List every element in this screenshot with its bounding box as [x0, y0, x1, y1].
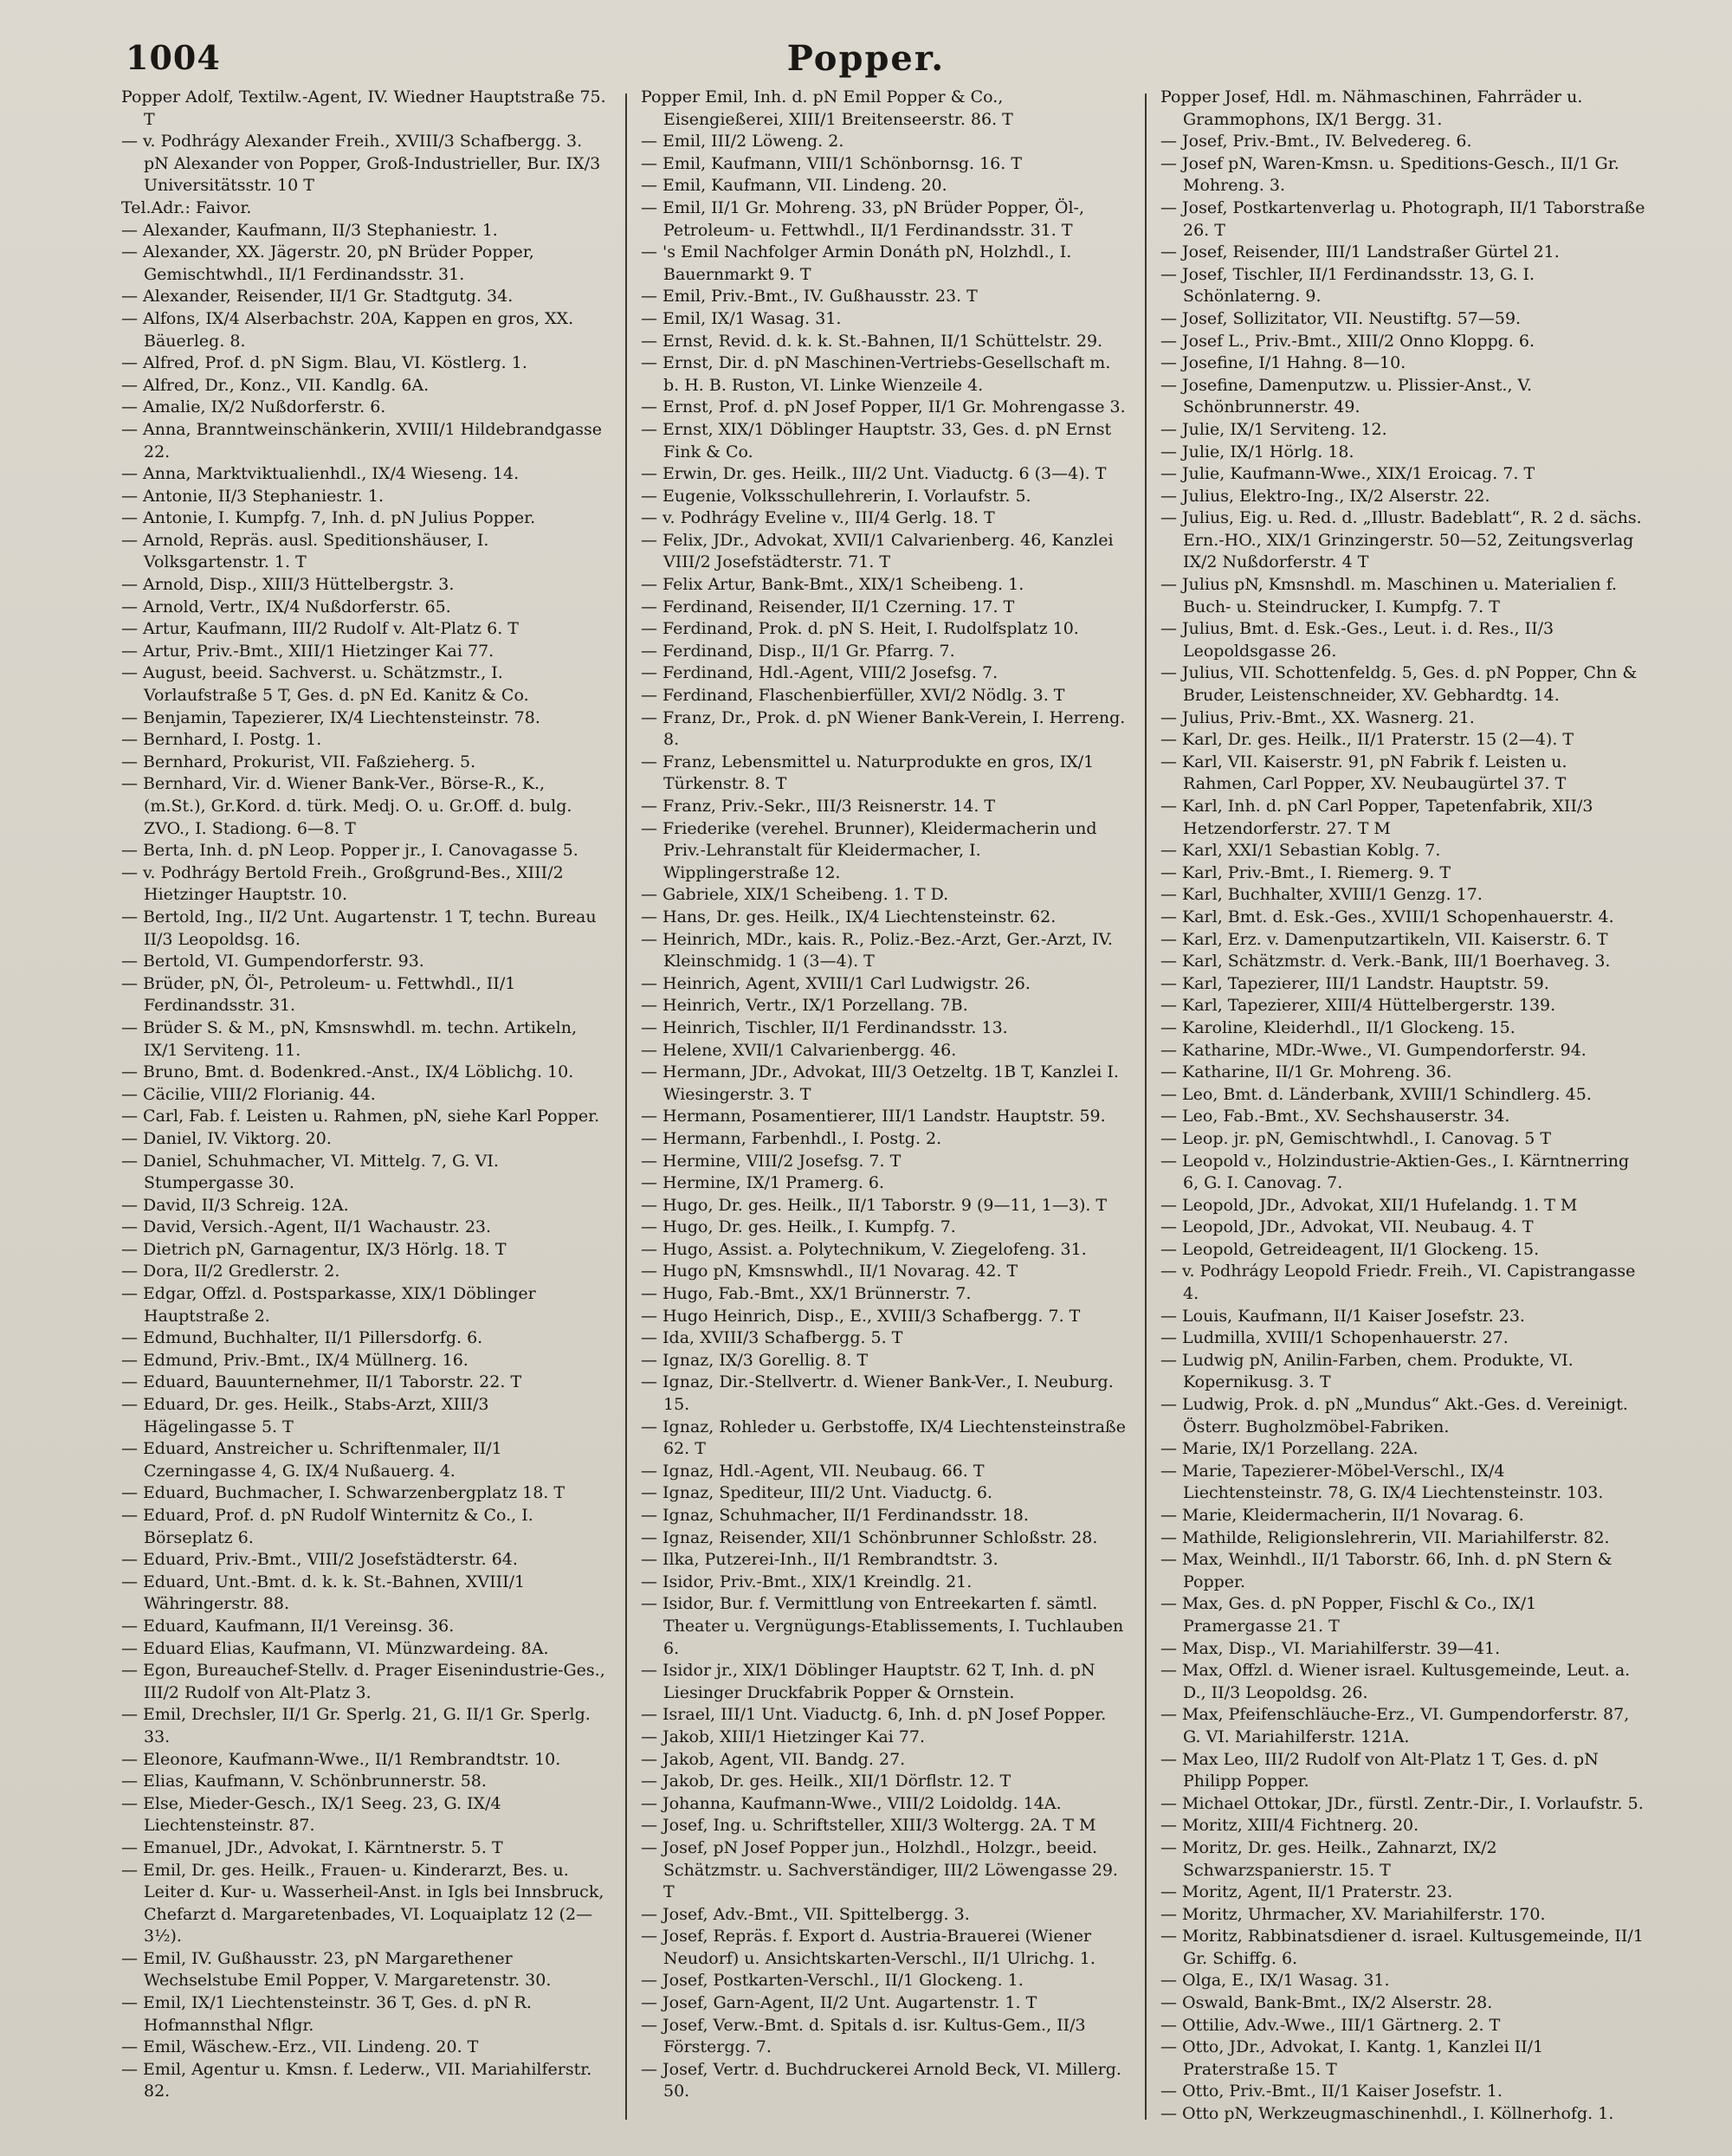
directory-entry: — Moritz, Dr. ges. Heilk., Zahnarzt, IX/2 Schwarzspanierstr. 15. T	[1160, 1837, 1497, 1880]
directory-entry: — Emil, Dr. ges. Heilk., Frauen- u. Kinderarzt, Bes. u. Leiter d. Kur- u. Wasserheil-Anst. in Igls bei Innsbruck, Chefarzt d. Margaretenbades, VI. Loquaiplatz 12 (2—3½).	[121, 1860, 604, 1946]
directory-entry: — Michael Ottokar, JDr., fürstl. Zentr.-Dir., I. Vorlaufstr. 5.	[1160, 1793, 1644, 1813]
directory-entry: — Brüder, pN, Öl-, Petroleum- u. Fettwhdl., II/1 Ferdinandsstr. 31.	[121, 973, 516, 1016]
directory-entry: — Franz, Lebensmittel u. Naturprodukte en gros, IX/1 Türkenstr. 8. T	[641, 752, 1095, 794]
directory-entry: — Ferdinand, Flaschenbierfüller, XVI/2 Nödlg. 3. T	[641, 686, 1065, 706]
directory-entry: — Antonie, II/3 Stephaniestr. 1.	[121, 486, 385, 506]
directory-entry: — Eduard, Buchmacher, I. Schwarzenbergplatz 18. T	[121, 1483, 565, 1503]
directory-entry: — Josef, Priv.-Bmt., IV. Belvedereg. 6.	[1160, 132, 1472, 152]
directory-entry: — Arnold, Disp., XIII/3 Hüttelbergstr. 3.	[121, 575, 455, 595]
directory-entry: — Hugo, Dr. ges. Heilk., I. Kumpfg. 7.	[641, 1217, 956, 1237]
directory-entry: — Karl, Bmt. d. Esk.-Ges., XVIII/1 Schopenhauerstr. 4.	[1160, 907, 1614, 926]
directory-entry: — Hugo, Assist. a. Polytechnikum, V. Ziegelofeng. 31.	[641, 1239, 1087, 1259]
directory-entry: — Edmund, Buchhalter, II/1 Pillersdorfg. 6.	[121, 1328, 483, 1348]
directory-entry: — Julius, Eig. u. Red. d. „Illustr. Badeblatt“, R. 2 d. sächs. Ern.-HO., XIX/1 Grinzingerstr. 50—52, Zeitungsverlag IX/2 Nußdorferstr. 4 T	[1160, 508, 1642, 572]
directory-entry: — Edgar, Offzl. d. Postsparkasse, XIX/1 Döblinger Hauptstraße 2.	[121, 1284, 536, 1326]
directory-entry: — Josef, Sollizitator, VII. Neustiftg. 57—59.	[1160, 308, 1522, 328]
directory-entry: — Josef, Tischler, II/1 Ferdinandsstr. 13, G. I. Schönlaterng. 9.	[1160, 264, 1535, 307]
directory-entry: — Hermine, VIII/2 Josefsg. 7. T	[641, 1151, 902, 1171]
directory-entry: — Hermine, IX/1 Pramerg. 6.	[641, 1173, 885, 1193]
directory-entry: — Eduard, Unt.-Bmt. d. k. k. St.-Bahnen, XVIII/1 Währingerstr. 88.	[121, 1572, 526, 1614]
directory-entry: — Josef, Vertr. d. Buchdruckerei Arnold Beck, VI. Millerg. 50.	[641, 2059, 1121, 2101]
directory-entry: — Karl, Tapezierer, XIII/4 Hüttelbergerstr. 139.	[1160, 996, 1556, 1016]
directory-entry: Popper Emil, Inh. d. pN Emil Popper & Co., Eisengießerei, XIII/1 Breitenseerstr. 86. T	[641, 87, 1013, 129]
directory-entry: — Hermann, Farbenhdl., I. Postg. 2.	[641, 1128, 942, 1148]
directory-entry: — Josef, Repräs. f. Export d. Austria-Brauerei (Wiener Neudorf) u. Ansichtskarten-Verschl., II/1 Ulrichg. 1.	[641, 1927, 1095, 1968]
directory-entry: — Berta, Inh. d. pN Leop. Popper jr., I. Canovagasse 5.	[121, 841, 578, 861]
directory-entry: — August, beeid. Sachverst. u. Schätzmstr., I. Vorlaufstraße 5 T, Ges. d. pN Ed. Kanitz & Co.	[121, 663, 529, 706]
directory-entry: — Ferdinand, Reisender, II/1 Czerning. 17. T	[641, 597, 1015, 616]
directory-entry: — Ernst, Prof. d. pN Josef Popper, II/1 Gr. Mohrengasse 3.	[641, 397, 1126, 417]
directory-entry: — Hugo, Dr. ges. Heilk., II/1 Taborstr. 9 (9—11, 1—3). T	[641, 1195, 1108, 1215]
directory-entry: — Jakob, XIII/1 Hietzinger Kai 77.	[641, 1727, 925, 1746]
directory-entry: — 's Emil Nachfolger Armin Donáth pN, Holzhdl., I. Bauernmarkt 9. T	[641, 242, 1072, 284]
directory-entry: — Artur, Priv.-Bmt., XIII/1 Hietzinger Kai 77.	[121, 641, 494, 661]
directory-entry: — Katharine, II/1 Gr. Mohreng. 36.	[1160, 1062, 1452, 1082]
directory-entry: — Heinrich, Agent, XVIII/1 Carl Ludwigstr. 26.	[641, 973, 1031, 993]
directory-entry: — Bertold, Ing., II/2 Unt. Augartenstr. 1 T, techn. Bureau II/3 Leopoldsg. 16.	[121, 907, 597, 949]
directory-entry: — Ferdinand, Prok. d. pN S. Heit, I. Rudolfsplatz 10.	[641, 619, 1079, 639]
directory-entry: — Heinrich, MDr., kais. R., Poliz.-Bez.-Arzt, Ger.-Arzt, IV. Kleinschmidg. 1 (3—4). T	[641, 929, 1113, 971]
directory-entry: — Josef, Postkartenverlag u. Photograph, II/1 Taborstraße 26. T	[1160, 197, 1645, 240]
directory-entry: — Ignaz, Reisender, XII/1 Schönbrunner Schloßstr. 28.	[641, 1527, 1098, 1547]
directory-entry: — Amalie, IX/2 Nußdorferstr. 6.	[121, 397, 386, 417]
directory-entry: — Eduard, Priv.-Bmt., VIII/2 Josefstädterstr. 64.	[121, 1550, 518, 1570]
directory-entry: — Bruno, Bmt. d. Bodenkred.-Anst., IX/4 Löblichg. 10.	[121, 1062, 574, 1082]
directory-entry: — Mathilde, Religionslehrerin, VII. Mariahilferstr. 82.	[1160, 1527, 1610, 1547]
directory-entry: — Felix, JDr., Advokat, XVII/1 Calvarienberg. 46, Kanzlei VIII/2 Josefstädterstr. 71. T	[641, 530, 1114, 572]
directory-entry: — Karl, Tapezierer, III/1 Landstr. Hauptstr. 59.	[1160, 973, 1549, 993]
directory-entry: — Emil, Kaufmann, VII. Lindeng. 20.	[641, 176, 947, 196]
directory-entry: — Hugo, Fab.-Bmt., XX/1 Brünnerstr. 7.	[641, 1284, 972, 1304]
directory-entry: — Emil, IX/1 Wasag. 31.	[641, 308, 842, 328]
directory-entry: — Moritz, Agent, II/1 Praterstr. 23.	[1160, 1882, 1453, 1902]
directory-entry: — Katharine, MDr.-Wwe., VI. Gumpendorferstr. 94.	[1160, 1040, 1587, 1060]
directory-entry: — Anna, Marktviktualienhdl., IX/4 Wieseng. 14.	[121, 464, 520, 484]
entries-columns	[121, 87, 1654, 2130]
directory-entry: — Julius pN, Kmsnshdl. m. Maschinen u. Materialien f. Buch- u. Steindrucker, I. Kumpfg. 7. T	[1160, 575, 1618, 616]
directory-entry: — Franz, Priv.-Sekr., III/3 Reisnerstr. 14. T	[641, 797, 996, 816]
directory-entry: — Eduard, Kaufmann, II/1 Vereinsg. 36.	[121, 1616, 455, 1636]
directory-entry: — Emanuel, JDr., Advokat, I. Kärntnerstr. 5. T	[121, 1837, 503, 1857]
directory-entry: — Emil, Agentur u. Kmsn. f. Lederw., VII. Mariahilferstr. 82.	[121, 2059, 592, 2101]
directory-entry: — Moritz, XIII/4 Fichtnerg. 20.	[1160, 1816, 1419, 1836]
directory-entry: — Bernhard, I. Postg. 1.	[121, 730, 322, 750]
directory-entry: — Emil, IV. Gußhausstr. 23, pN Margarethener Wechselstube Emil Popper, V. Margaretenstr. 30.	[121, 1948, 552, 1991]
directory-entry: — Marie, Tapezierer-Möbel-Verschl., IX/4 Liechtensteinstr. 78, G. IX/4 Liechtensteinstr. 103.	[1160, 1461, 1604, 1503]
directory-entry: — Hugo pN, Kmsnswhdl., II/1 Novarag. 42. T	[641, 1262, 1018, 1281]
page-title: Popper.	[786, 38, 946, 79]
directory-entry: — Josef, Verw.-Bmt. d. Spitals d. isr. Kultus-Gem., II/3 Förstergg. 7.	[641, 2015, 1086, 2057]
directory-entry: — Brüder S. & M., pN, Kmsnswhdl. m. techn. Artikeln, IX/1 Serviteng. 11.	[121, 1017, 578, 1060]
directory-entry: — Benjamin, Tapezierer, IX/4 Liechtensteinstr. 78.	[121, 707, 540, 727]
directory-entry: — Jakob, Agent, VII. Bandg. 27.	[641, 1749, 906, 1769]
directory-entry: — Ignaz, Spediteur, III/2 Unt. Viaductg. 6.	[641, 1483, 993, 1503]
directory-entry: — Moritz, Uhrmacher, XV. Mariahilferstr. 170.	[1160, 1904, 1546, 1924]
directory-entry: — Alexander, Kaufmann, II/3 Stephaniestr. 1.	[121, 220, 498, 240]
directory-entry: — Jakob, Dr. ges. Heilk., XII/1 Dörflstr. 12. T	[641, 1772, 1011, 1791]
directory-entry: — Karoline, Kleiderhdl., II/1 Glockeng. 15.	[1160, 1017, 1516, 1037]
directory-entry: — Leo, Fab.-Bmt., XV. Sechshauserstr. 34.	[1160, 1107, 1510, 1126]
directory-entry: — Alfred, Dr., Konz., VII. Kandlg. 6A.	[121, 375, 430, 395]
directory-entry: — Leo, Bmt. d. Länderbank, XVIII/1 Schindlerg. 45.	[1160, 1084, 1592, 1104]
directory-entry: — Johanna, Kaufmann-Wwe., VIII/2 Loidoldg. 14A.	[641, 1793, 1062, 1813]
directory-entry: — Ignaz, Schuhmacher, II/1 Ferdinandsstr. 18.	[641, 1506, 1029, 1525]
directory-entry: — Karl, XXI/1 Sebastian Koblg. 7.	[1160, 841, 1441, 861]
directory-entry: — Hermann, Posamentierer, III/1 Landstr. Hauptstr. 59.	[641, 1107, 1106, 1126]
directory-entry: — Eugenie, Volksschullehrerin, I. Vorlaufstr. 5.	[641, 486, 1031, 506]
directory-entry: — Emil, IX/1 Liechtensteinstr. 36 T, Ges. d. pN R. Hofmannsthal Nflgr.	[121, 1993, 532, 2035]
directory-entry: — Leopold, JDr., Advokat, VII. Neubaug. 4. T	[1160, 1217, 1534, 1237]
directory-entry: — v. Podhrágy Eveline v., III/4 Gerlg. 18. T	[641, 508, 995, 528]
directory-entry: — Eduard, Bauunternehmer, II/1 Taborstr. 22. T	[121, 1372, 522, 1392]
directory-entry: — Ludwig, Prok. d. pN „Mundus“ Akt.-Ges. d. Vereinigt. Österr. Bugholzmöbel-Fabriken.	[1160, 1395, 1628, 1436]
directory-entry: — Julie, IX/1 Serviteng. 12.	[1160, 419, 1387, 439]
directory-entry: — Karl, Dr. ges. Heilk., II/1 Praterstr. 15 (2—4). T	[1160, 730, 1574, 750]
directory-entry: — Anna, Branntweinschänkerin, XVIII/1 Hildebrandgasse 22.	[121, 419, 602, 462]
directory-entry: — Josefine, Damenputzw. u. Plissier-Anst., V. Schönbrunnerstr. 49.	[1160, 375, 1532, 417]
directory-entry: — Josef, Ing. u. Schriftsteller, XIII/3 Woltergg. 2A. T M	[641, 1816, 1096, 1836]
directory-entry: — Josef pN, Waren-Kmsn. u. Speditions-Gesch., II/1 Gr. Mohreng. 3.	[1160, 153, 1619, 196]
page-number: 1004	[126, 38, 221, 77]
directory-entry: — Friederike (verehel. Brunner), Kleidermacherin und Priv.-Lehranstalt für Kleidermacher, I. Wipplingerstraße 12.	[641, 818, 1097, 882]
directory-entry: — Karl, Inh. d. pN Carl Popper, Tapetenfabrik, XII/3 Hetzendorferstr. 27. T M	[1160, 797, 1593, 838]
directory-entry: — Artur, Kaufmann, III/2 Rudolf v. Alt-Platz 6. T	[121, 619, 519, 639]
directory-entry: — Ignaz, Hdl.-Agent, VII. Neubaug. 66. T	[641, 1461, 985, 1481]
directory-entry: — Josef, Adv.-Bmt., VII. Spittelbergg. 3.	[641, 1904, 970, 1924]
column-3	[1160, 87, 1645, 2130]
directory-entry: — Bertold, VI. Gumpendorferstr. 93.	[121, 952, 424, 971]
directory-entry: Tel.Adr.: Faivor.	[121, 197, 252, 217]
directory-entry: — Ignaz, IX/3 Gorellig. 8. T	[641, 1350, 869, 1370]
directory-entry: — Bernhard, Vir. d. Wiener Bank-Ver., Börse-R., K., (m.St.), Gr.Kord. d. türk. Medj. O. u. Gr.Off. d. bulg. ZVO., I. Stadiong. 6—8. T	[121, 774, 572, 838]
directory-entry: — Julius, Bmt. d. Esk.-Ges., Leut. i. d. Res., II/3 Leopoldsgasse 26.	[1160, 619, 1554, 661]
directory-entry: — Josef, Garn-Agent, II/2 Unt. Augartenstr. 1. T	[641, 1993, 1037, 2013]
directory-entry: — Julie, IX/1 Hörlg. 18.	[1160, 442, 1354, 462]
directory-entry: — Josef, Postkarten-Verschl., II/1 Glockeng. 1.	[641, 1971, 1024, 1991]
directory-entry: — Israel, III/1 Unt. Viaductg. 6, Inh. d. pN Josef Popper.	[641, 1705, 1107, 1725]
directory-entry: — Louis, Kaufmann, II/1 Kaiser Josefstr. 23.	[1160, 1306, 1525, 1326]
directory-entry: — Dora, II/2 Gredlerstr. 2.	[121, 1262, 340, 1281]
directory-entry: Popper Josef, Hdl. m. Nähmaschinen, Fahrräder u. Grammophons, IX/1 Bergg. 31.	[1160, 87, 1583, 129]
directory-entry: — Carl, Fab. f. Leisten u. Rahmen, pN, siehe Karl Popper.	[121, 1107, 600, 1126]
directory-entry: — Ernst, XIX/1 Döblinger Hauptstr. 33, Ges. d. pN Ernst Fink & Co.	[641, 419, 1112, 462]
directory-entry: — Cäcilie, VIII/2 Florianig. 44.	[121, 1084, 376, 1104]
directory-entry: — Julius, Elektro-Ing., IX/2 Alserstr. 22.	[1160, 486, 1490, 506]
directory-entry: — Heinrich, Tischler, II/1 Ferdinandsstr. 13.	[641, 1017, 1008, 1037]
directory-entry: — v. Podhrágy Leopold Friedr. Freih., VI. Capistrangasse 4.	[1160, 1262, 1636, 1304]
directory-entry: — Ferdinand, Hdl.-Agent, VIII/2 Josefsg. 7.	[641, 663, 998, 683]
directory-entry: — Ignaz, Dir.-Stellvertr. d. Wiener Bank-Ver., I. Neuburg. 15.	[641, 1372, 1114, 1415]
directory-entry: — Max Leo, III/2 Rudolf von Alt-Platz 1 T, Ges. d. pN Philipp Popper.	[1160, 1749, 1599, 1791]
directory-entry: — Antonie, I. Kumpfg. 7, Inh. d. pN Julius Popper.	[121, 508, 536, 528]
directory-entry: — Isidor, Priv.-Bmt., XIX/1 Kreindlg. 21.	[641, 1572, 973, 1591]
directory-entry: — Moritz, Rabbinatsdiener d. israel. Kultusgemeinde, II/1 Gr. Schiffg. 6.	[1160, 1927, 1644, 1968]
directory-entry: — David, Versich.-Agent, II/1 Wachaustr. 23.	[121, 1217, 492, 1237]
directory-entry: — Max, Weinhdl., II/1 Taborstr. 66, Inh. d. pN Stern & Popper.	[1160, 1550, 1612, 1591]
directory-entry: — Elias, Kaufmann, V. Schönbrunnerstr. 58.	[121, 1772, 487, 1791]
directory-entry: — Hermann, JDr., Advokat, III/3 Oetzeltg. 1B T, Kanzlei I. Wiesingerstr. 3. T	[641, 1062, 1119, 1104]
column-1	[121, 87, 606, 2130]
directory-entry: — Josef L., Priv.-Bmt., XIII/2 Onno Kloppg. 6.	[1160, 331, 1535, 351]
directory-entry: — Josef, Reisender, III/1 Landstraßer Gürtel 21.	[1160, 242, 1560, 262]
directory-entry: — Ignaz, Rohleder u. Gerbstoffe, IX/4 Liechtensteinstraße 62. T	[641, 1417, 1126, 1459]
directory-entry: — Marie, IX/1 Porzellang. 22A.	[1160, 1439, 1419, 1459]
directory-entry: — Ottilie, Adv.-Wwe., III/1 Gärtnerg. 2. T	[1160, 2015, 1501, 2035]
directory-entry: — Emil, II/1 Gr. Mohreng. 33, pN Brüder Popper, Öl-, Petroleum- u. Fettwhdl., II/1 Ferdinandsstr. 31. T	[641, 197, 1084, 240]
directory-entry: — v. Podhrágy Bertold Freih., Großgrund-Bes., XIII/2 Hietzinger Hauptstr. 10.	[121, 862, 564, 905]
column-divider	[1145, 94, 1147, 2120]
directory-entry: — Leopold v., Holzindustrie-Aktien-Ges., I. Kärntnerring 6, G. I. Canovag. 7.	[1160, 1151, 1630, 1193]
directory-entry: — Julius, VII. Schottenfeldg. 5, Ges. d. pN Popper, Chn & Bruder, Leistenschneider, XV. Gebhardtg. 14.	[1160, 663, 1638, 706]
directory-entry: Popper Adolf, Textilw.-Agent, IV. Wiedner Hauptstraße 75. T	[121, 87, 606, 129]
directory-entry: — Eduard, Dr. ges. Heilk., Stabs-Arzt, XIII/3 Hägelingasse 5. T	[121, 1395, 489, 1436]
directory-entry: — Hugo Heinrich, Disp., E., XVIII/3 Schafbergg. 7. T	[641, 1306, 1081, 1326]
directory-entry: — Emil, Drechsler, II/1 Gr. Sperlg. 21, G. II/1 Gr. Sperlg. 33.	[121, 1705, 591, 1746]
directory-entry: — Ernst, Revid. d. k. k. St.-Bahnen, II/1 Schüttelstr. 29.	[641, 331, 1103, 351]
directory-entry: — Max, Ges. d. pN Popper, Fischl & Co., IX/1 Pramergasse 21. T	[1160, 1594, 1537, 1636]
directory-entry: — Arnold, Repräs. ausl. Speditionshäuser, I. Volksgartenstr. 1. T	[121, 530, 489, 572]
directory-entry: — Alexander, XX. Jägerstr. 20, pN Brüder Popper, Gemischtwhdl., II/1 Ferdinandsstr. 31.	[121, 242, 534, 284]
directory-entry: — Emil, Wäschew.-Erz., VII. Lindeng. 20. T	[121, 2037, 479, 2057]
directory-entry: — Ilka, Putzerei-Inh., II/1 Rembrandtstr. 3.	[641, 1550, 998, 1570]
directory-entry: — Leop. jr. pN, Gemischtwhdl., I. Canovag. 5 T	[1160, 1128, 1552, 1148]
directory-entry: — Josefine, I/1 Hahng. 8—10.	[1160, 353, 1406, 373]
directory-entry: — Else, Mieder-Gesch., IX/1 Seeg. 23, G. IX/4 Liechtensteinstr. 87.	[121, 1793, 501, 1836]
directory-entry: — Karl, Erz. v. Damenputzartikeln, VII. Kaiserstr. 6. T	[1160, 929, 1608, 949]
directory-entry: — Franz, Dr., Prok. d. pN Wiener Bank-Verein, I. Herreng. 8.	[641, 707, 1126, 750]
directory-entry: — Olga, E., IX/1 Wasag. 31.	[1160, 1971, 1390, 1991]
directory-entry: — Hans, Dr. ges. Heilk., IX/4 Liechtensteinstr. 62.	[641, 907, 1057, 926]
directory-entry: — Julius, Priv.-Bmt., XX. Wasnerg. 21.	[1160, 707, 1475, 727]
directory-entry: — Dietrich pN, Garnagentur, IX/3 Hörlg. 18. T	[121, 1239, 507, 1259]
directory-entry: — Ernst, Dir. d. pN Maschinen-Vertriebs-Gesellschaft m. b. H. B. Ruston, VI. Linke Wienzeile 4.	[641, 353, 1111, 395]
directory-entry: — v. Podhrágy Alexander Freih., XVIII/3 Schafbergg. 3. pN Alexander von Popper, Groß-Industrieller, Bur. IX/3 Universitätsstr. 10 T	[121, 132, 601, 196]
directory-entry: — Max, Disp., VI. Mariahilferstr. 39—41.	[1160, 1638, 1501, 1658]
directory-entry: — Egon, Bureauchef-Stellv. d. Prager Eisenindustrie-Ges., III/2 Rudolf von Alt-Platz 3.	[121, 1661, 605, 1702]
directory-entry: — Ludwig pN, Anilin-Farben, chem. Produkte, VI. Kopernikusg. 3. T	[1160, 1350, 1574, 1392]
directory-entry: — Eleonore, Kaufmann-Wwe., II/1 Rembrandtstr. 10.	[121, 1749, 561, 1769]
directory-entry: — Arnold, Vertr., IX/4 Nußdorferstr. 65.	[121, 597, 451, 616]
directory-entry: — Felix Artur, Bank-Bmt., XIX/1 Scheibeng. 1.	[641, 575, 1024, 595]
directory-entry: — Isidor jr., XIX/1 Döblinger Hauptstr. 62 T, Inh. d. pN Liesinger Druckfabrik Popper & Ornstein.	[641, 1661, 1095, 1702]
column-divider	[625, 94, 627, 2120]
directory-entry: — Eduard, Prof. d. pN Rudolf Winternitz & Co., I. Börseplatz 6.	[121, 1506, 533, 1547]
directory-entry: — Karl, Buchhalter, XVIII/1 Genzg. 17.	[1160, 885, 1483, 905]
directory-entry: — Otto, Priv.-Bmt., II/1 Kaiser Josefstr. 1.	[1160, 2082, 1503, 2101]
directory-entry: — Ida, XVIII/3 Schafbergg. 5. T	[641, 1328, 903, 1348]
directory-entry: — Emil, III/2 Löweng. 2.	[641, 132, 844, 152]
directory-entry: — Emil, Kaufmann, VIII/1 Schönbornsg. 16. T	[641, 153, 1023, 173]
directory-entry: — Marie, Kleidermacherin, II/1 Novarag. 6.	[1160, 1506, 1524, 1525]
page-header	[0, 38, 1732, 81]
directory-entry: — Max, Offzl. d. Wiener israel. Kultusgemeinde, Leut. a. D., II/3 Leopoldsg. 26.	[1160, 1661, 1631, 1702]
directory-entry: — Karl, VII. Kaiserstr. 91, pN Fabrik f. Leisten u. Rahmen, Carl Popper, XV. Neubaugürtel 37. T	[1160, 752, 1567, 794]
directory-entry: — Ferdinand, Disp., II/1 Gr. Pfarrg. 7.	[641, 641, 955, 661]
directory-entry: — Eduard Elias, Kaufmann, VI. Münzwardeing. 8A.	[121, 1638, 549, 1658]
directory-entry: — Karl, Schätzmstr. d. Verk.-Bank, III/1 Boerhaveg. 3.	[1160, 952, 1611, 971]
directory-entry: — Alfons, IX/4 Alserbachstr. 20A, Kappen en gros, XX. Bäuerleg. 8.	[121, 308, 574, 351]
directory-entry: — Helene, XVII/1 Calvarienbergg. 46.	[641, 1040, 957, 1060]
directory-entry: — Gabriele, XIX/1 Scheibeng. 1. T D.	[641, 885, 949, 905]
directory-entry: — Leopold, Getreideagent, II/1 Glockeng. 15.	[1160, 1239, 1540, 1259]
directory-entry: — Eduard, Anstreicher u. Schriftenmaler, II/1 Czerningasse 4, G. IX/4 Nußauerg. 4.	[121, 1439, 502, 1481]
directory-entry: — Erwin, Dr. ges. Heilk., III/2 Unt. Viaductg. 6 (3—4). T	[641, 464, 1107, 484]
directory-entry: — Daniel, IV. Viktorg. 20.	[121, 1128, 332, 1148]
directory-entry: — Alexander, Reisender, II/1 Gr. Stadtgutg. 34.	[121, 287, 514, 307]
directory-entry: — David, II/3 Schreig. 12A.	[121, 1195, 349, 1215]
directory-entry: — Otto pN, Werkzeugmaschinenhdl., I. Köllnerhofg. 1.	[1160, 2104, 1614, 2124]
directory-entry: — Josef, pN Josef Popper jun., Holzhdl., Holzgr., beeid. Schätzmstr. u. Sachverständiger, III/2 Löwengasse 29. T	[641, 1837, 1118, 1902]
directory-entry: — Max, Pfeifenschläuche-Erz., VI. Gumpendorferstr. 87, G. VI. Mariahilferstr. 121A.	[1160, 1705, 1630, 1746]
directory-entry: — Alfred, Prof. d. pN Sigm. Blau, VI. Köstlerg. 1.	[121, 353, 527, 373]
directory-entry: — Heinrich, Vertr., IX/1 Porzellang. 7B.	[641, 996, 968, 1016]
directory-entry: — Daniel, Schuhmacher, VI. Mittelg. 7, G. VI. Stumpergasse 30.	[121, 1151, 499, 1193]
directory-entry: — Emil, Priv.-Bmt., IV. Gußhausstr. 23. T	[641, 287, 978, 307]
directory-entry: — Julie, Kaufmann-Wwe., XIX/1 Eroicag. 7. T	[1160, 464, 1535, 484]
directory-entry: — Bernhard, Prokurist, VII. Faßzieherg. 5.	[121, 752, 476, 771]
column-2	[641, 87, 1126, 2130]
directory-entry: — Oswald, Bank-Bmt., IX/2 Alserstr. 28.	[1160, 1993, 1493, 2013]
directory-entry: — Ludmilla, XVIII/1 Schopenhauerstr. 27.	[1160, 1328, 1509, 1348]
directory-entry: — Edmund, Priv.-Bmt., IX/4 Müllnerg. 16.	[121, 1350, 469, 1370]
directory-entry: — Otto, JDr., Advokat, I. Kantg. 1, Kanzlei II/1 Praterstraße 15. T	[1160, 2037, 1544, 2079]
directory-entry: — Karl, Priv.-Bmt., I. Riemerg. 9. T	[1160, 862, 1451, 882]
directory-entry: — Leopold, JDr., Advokat, XII/1 Hufelandg. 1. T M	[1160, 1195, 1578, 1215]
directory-entry: — Isidor, Bur. f. Vermittlung von Entreekarten f. sämtl. Theater u. Vergnügungs-Etablissements, I. Tuchlauben 6.	[641, 1594, 1124, 1658]
